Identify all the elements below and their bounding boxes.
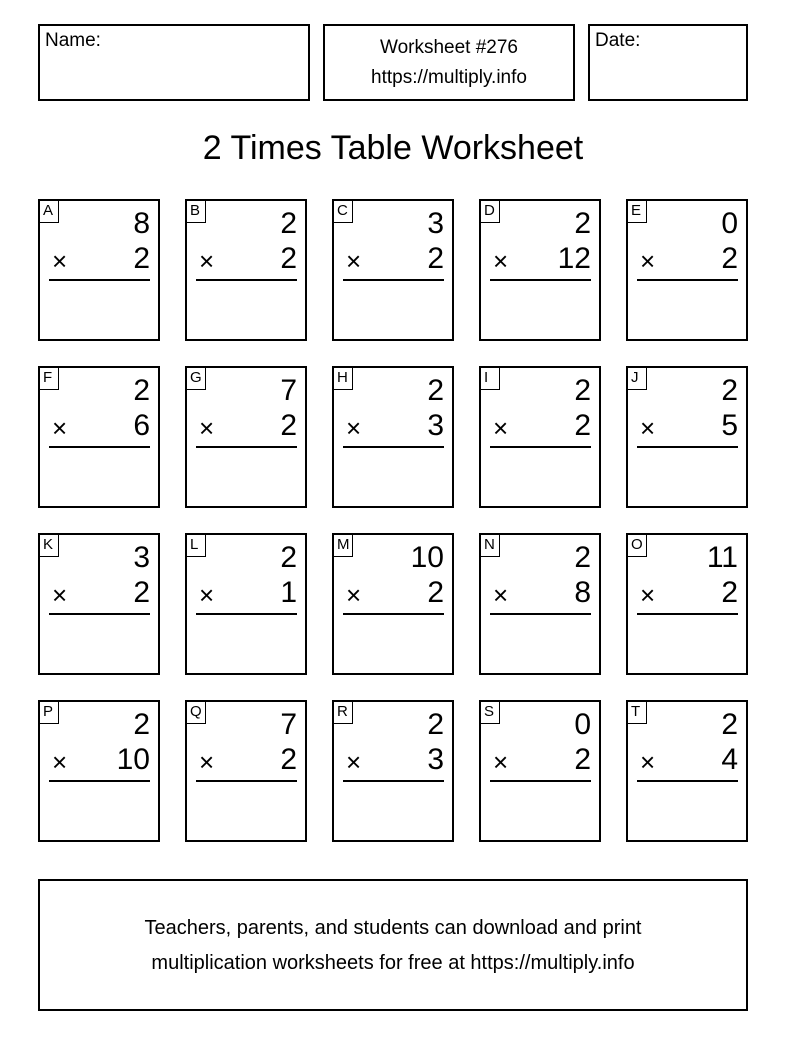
problem-card[interactable] [626,533,748,675]
multiplier: 2 [721,242,738,275]
multiplicand: 2 [133,374,150,407]
date-field-box[interactable] [588,24,748,101]
problem-letter: I [480,367,500,390]
multiplicand: 2 [427,374,444,407]
problem-letter: F [39,367,59,390]
problem-card[interactable] [479,533,601,675]
multiplicand: 2 [133,708,150,741]
multiply-sign: × [493,747,509,777]
problem-letter: L [186,534,206,557]
multiply-sign: × [346,413,362,443]
answer-line [196,279,297,281]
multiplier: 6 [133,409,150,442]
footer-line-1: Teachers, parents, and students can download and print [144,917,642,939]
problem-card[interactable] [626,700,748,842]
date-label: Date: [595,30,641,51]
multiply-sign: × [640,580,656,610]
footer-box [38,879,748,1011]
problem-letter: N [480,534,500,557]
problem-letter: G [186,367,206,390]
answer-line [343,780,444,782]
multiplicand: 2 [427,708,444,741]
problem-letter: S [480,701,500,724]
multiply-sign: × [199,747,215,777]
problem-card[interactable] [185,366,307,508]
answer-line [49,780,150,782]
problem-letter: E [627,200,647,223]
problem-letter: A [39,200,59,223]
multiplier: 2 [427,242,444,275]
problem-card[interactable] [38,533,160,675]
multiplier: 2 [574,409,591,442]
multiply-sign: × [52,580,68,610]
multiplicand: 2 [574,374,591,407]
multiplicand: 2 [721,374,738,407]
problem-card[interactable] [332,366,454,508]
multiplicand: 11 [706,541,738,574]
multiplier: 2 [133,576,150,609]
problem-letter: Q [186,701,206,724]
problem-letter: H [333,367,353,390]
multiplier: 1 [280,576,297,609]
multiply-sign: × [640,413,656,443]
multiply-sign: × [493,246,509,276]
multiplier: 2 [427,576,444,609]
answer-line [343,279,444,281]
website-link[interactable]: https://multiply.info [371,67,527,88]
worksheet-number: Worksheet #276 [379,37,518,58]
multiplier: 3 [427,743,444,776]
multiplicand: 2 [574,207,591,240]
answer-line [196,780,297,782]
problem-letter: T [627,701,647,724]
multiplier: 2 [280,409,297,442]
multiply-sign: × [493,580,509,610]
footer-line-2: multiplication worksheets for free at https://multiply.info [151,952,635,974]
problem-letter: J [627,367,647,390]
problem-letter: C [333,200,353,223]
name-field-box[interactable] [38,24,310,101]
name-label: Name: [45,30,101,51]
problem-card[interactable] [626,366,748,508]
multiply-sign: × [346,747,362,777]
multiplicand: 2 [280,541,297,574]
multiplicand: 0 [574,708,591,741]
problem-card[interactable] [332,533,454,675]
multiplicand: 2 [721,708,738,741]
multiplier: 2 [280,743,297,776]
multiplier: 5 [721,409,738,442]
page-title: 2 Times Table Worksheet [202,129,584,167]
problem-card[interactable] [332,199,454,341]
multiplicand: 3 [427,207,444,240]
problem-card[interactable] [38,700,160,842]
answer-line [49,613,150,615]
problem-letter: D [480,200,500,223]
problem-card[interactable] [38,366,160,508]
problem-card[interactable] [185,533,307,675]
multiply-sign: × [640,246,656,276]
answer-line [637,279,738,281]
multiplier: 2 [574,743,591,776]
problem-letter: B [186,200,206,223]
multiply-sign: × [346,246,362,276]
multiply-sign: × [52,747,68,777]
problem-card[interactable] [626,199,748,341]
problem-letter: P [39,701,59,724]
multiply-sign: × [52,413,68,443]
multiplier: 3 [427,409,444,442]
problem-letter: K [39,534,59,557]
answer-line [490,613,591,615]
problem-card[interactable] [185,700,307,842]
multiplier: 4 [721,743,738,776]
multiplicand: 0 [721,207,738,240]
multiplier: 2 [133,242,150,275]
problem-card[interactable] [479,199,601,341]
problem-card[interactable] [479,700,601,842]
answer-line [49,279,150,281]
worksheet-info-box [323,24,575,101]
multiplicand: 2 [574,541,591,574]
multiplicand: 7 [280,374,297,407]
problem-card[interactable] [479,366,601,508]
answer-line [196,446,297,448]
multiplier: 10 [116,743,150,776]
multiply-sign: × [640,747,656,777]
answer-line [490,780,591,782]
multiplier: 2 [280,242,297,275]
multiply-sign: × [199,246,215,276]
answer-line [49,446,150,448]
problem-letter: R [333,701,353,724]
multiplicand: 3 [133,541,150,574]
multiply-sign: × [346,580,362,610]
multiply-sign: × [493,413,509,443]
multiplier: 8 [574,576,591,609]
problem-card[interactable] [38,199,160,341]
answer-line [637,613,738,615]
problem-letter: O [627,534,647,557]
problem-letter: M [333,534,353,557]
answer-line [490,446,591,448]
multiply-sign: × [199,413,215,443]
multiplicand: 2 [280,207,297,240]
problem-card[interactable] [185,199,307,341]
answer-line [343,613,444,615]
multiplier: 2 [721,576,738,609]
multiplicand: 7 [280,708,297,741]
multiply-sign: × [52,246,68,276]
multiplicand: 8 [133,207,150,240]
multiplicand: 10 [410,541,444,574]
answer-line [343,446,444,448]
answer-line [637,446,738,448]
answer-line [637,780,738,782]
multiplier: 12 [557,242,591,275]
problem-card[interactable] [332,700,454,842]
multiply-sign: × [199,580,215,610]
answer-line [490,279,591,281]
answer-line [196,613,297,615]
